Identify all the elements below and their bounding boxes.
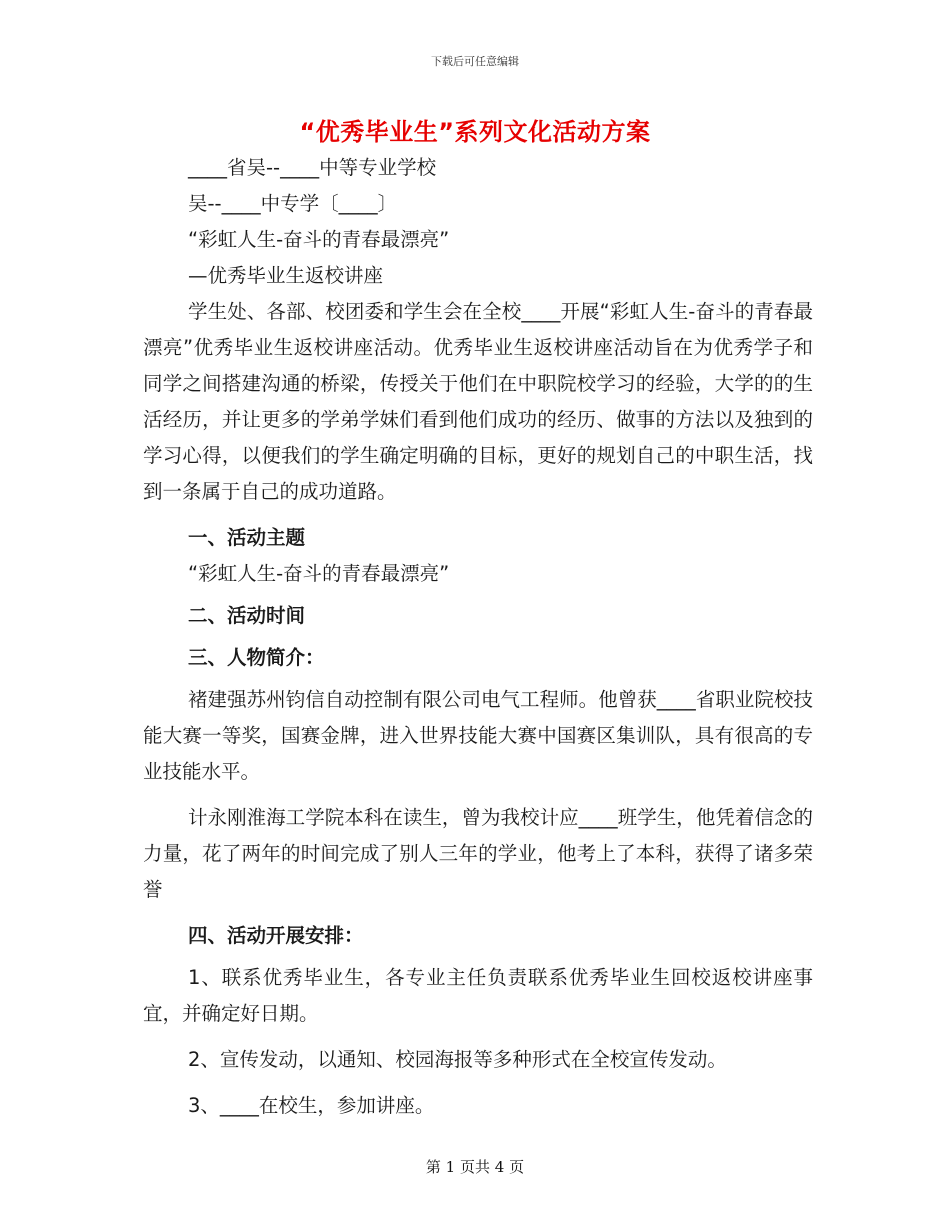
arrangement-item-3: 3、____在校生，参加讲座。 — [188, 1094, 435, 1117]
page-footer: 第 1 页共 4 页 — [425, 1158, 525, 1176]
event-slogan-line: “彩虹人生-奋斗的青春最漂亮” — [188, 228, 450, 251]
header-note: 下载后可任意编辑 — [431, 55, 519, 68]
intro-paragraph: 学生处、各部、校团委和学生会在全校____开展“彩虹人生-奋斗的青春最漂亮”优秀毕业生返校讲座活动。优秀毕业生返校讲座活动旨在为优秀学子和同学之间搭建沟通的桥梁，传授关于他们在中职院校学习的经验，大学的的生活经历，并让更多的学弟学妹们看到他们成功的经历、做事的方法以及独到的学习心得，以便我们的学生确定明确的目标，更好的规划自己的中职生活，找到一条属于自己的成功道路。 — [143, 300, 813, 503]
document-title: “优秀毕业生”系列文化活动方案 — [299, 118, 651, 146]
profile-paragraph-2: 计永刚淮海工学院本科在读生，曾为我校计应____班学生，他凭着信念的力量，花了两年的时间完成了别人三年的学业，他考上了本科，获得了诸多荣誉 — [143, 806, 813, 901]
section-content-theme: “彩虹人生-奋斗的青春最漂亮” — [188, 562, 450, 585]
section-heading-profiles: 三、人物简介： — [188, 646, 325, 669]
document-number-line: 吴--____中专学〔____〕 — [188, 192, 398, 215]
school-name-line: ____省吴--____中等专业学校 — [188, 156, 437, 179]
section-heading-time: 二、活动时间 — [188, 604, 306, 627]
section-heading-theme: 一、活动主题 — [188, 526, 306, 549]
profile-paragraph-1: 褚建强苏州钧信自动控制有限公司电气工程师。他曾获____省职业院校技能大赛一等奖，国赛金牌，进入世界技能大赛中国赛区集训队，具有很高的专业技能水平。 — [143, 688, 813, 783]
event-subtitle-line: —优秀毕业生返校讲座 — [188, 264, 384, 287]
arrangement-item-1: 1、联系优秀毕业生，各专业主任负责联系优秀毕业生回校返校讲座事宜，并确定好日期。 — [143, 966, 813, 1025]
document-body — [143, 150, 813, 1124]
arrangement-item-2: 2、宣传发动，以通知、校园海报等多种形式在全校宣传发动。 — [188, 1048, 727, 1071]
section-heading-arrangement: 四、活动开展安排： — [188, 924, 364, 947]
